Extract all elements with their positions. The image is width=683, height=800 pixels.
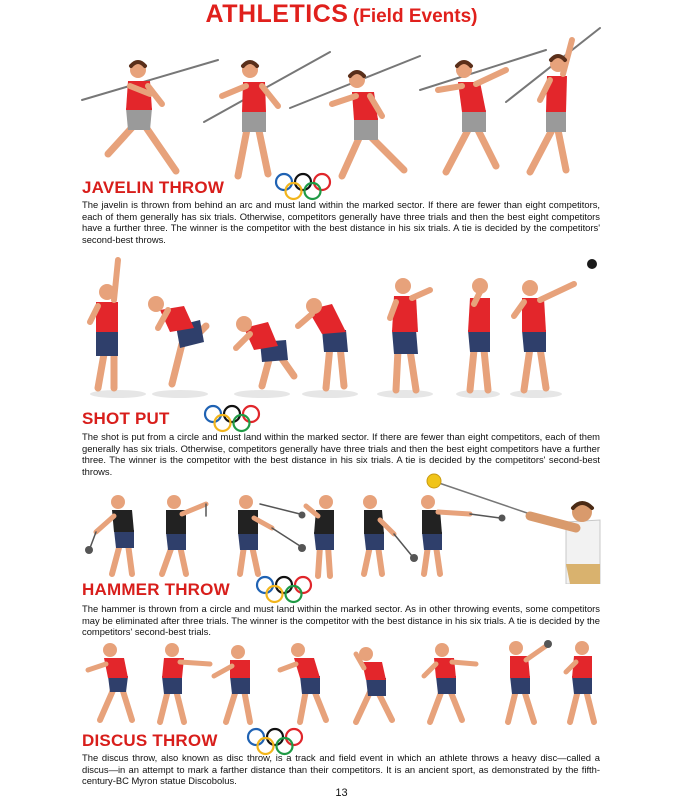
section-body-hammer: The hammer is thrown from a circle and must land within the marked sector. As in other throwing events, some competitors may be eliminated after three trials. The winner is the competitor with the best distance in his six trials. A tie is decided by the competitors' second-best trials. [82,603,600,638]
section-body-shot-put: The shot is put from a circle and must land within the marked sector. If there are fewer than eight competitors, each of them generally has six trials. Otherwise, competitors generally have three trials and then the best eight competitors have a further three. The winner is the competitor with the best distance in his six trials. A tie is decided by the competitors' second-best throws. [82,431,600,478]
discus-throw-illustration [0,640,683,732]
shot-put-illustration [0,252,683,404]
olympic-rings-icon [274,172,332,202]
section-heading-javelin: JAVELIN THROW [82,178,225,197]
section-heading-shot-put: SHOT PUT [82,409,170,428]
section-heading-discus: DISCUS THROW [82,731,218,750]
javelin-throw-illustration [0,26,683,184]
hammer-throw-illustration [0,470,683,584]
olympic-rings-icon [255,575,313,605]
section-body-discus: The discus throw, also known as disc throw, is a track and field event in which an athlete throws a heavy disc—called a discus—in an attempt to mark a farther distance than their competitors. It is an ancient sport, as demonstrated by the fifth-century-BC Myron statue Discobolus. [82,752,600,787]
olympic-rings-icon [203,404,261,434]
page-title-main: ATHLETICS [205,0,349,28]
section-heading-hammer: HAMMER THROW [82,580,230,599]
page-number: 13 [335,787,348,799]
page-title-sub: (Field Events) [352,6,478,27]
section-body-javelin: The javelin is thrown from behind an arc and must land within the marked sector. If there are fewer than eight competitors, each of them generally has six trials. Otherwise, competitors generally have three trials and then the best eight competitors have a further three. The winner is the competitor with the best distance in his six trials. A tie is decided by the competitors' second-best throws. [82,199,600,246]
